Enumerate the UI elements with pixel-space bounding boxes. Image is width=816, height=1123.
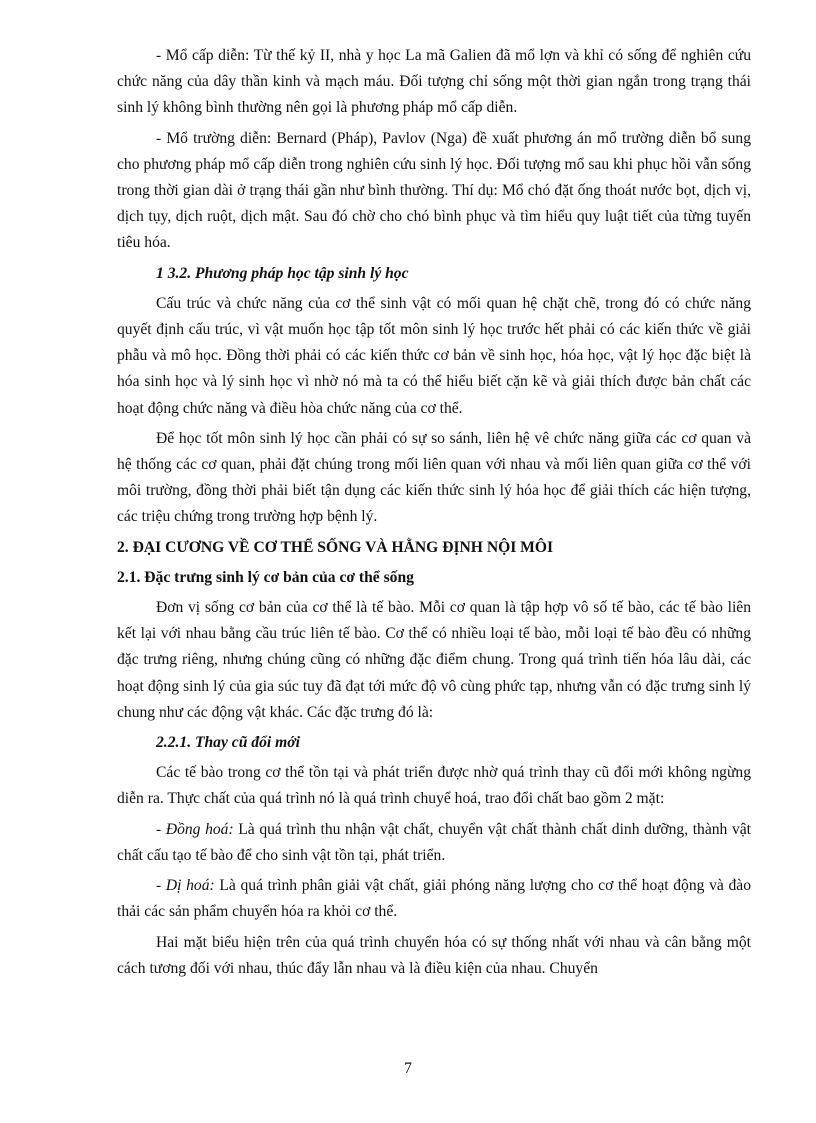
- paragraph-mo-truong-dien: - Mổ trường diễn: Bernard (Pháp), Pavlov (Nga) đề xuất phương án mổ trường diễn bổ sung cho phương pháp mổ cấp diễn trong nghiên cứu sinh lý học. Đối tượng mổ sau khi phục hồi vẫn sống trong thời gian dài ở trạng thái gần như bình thường. Thí dụ: Mổ chó đặt ống thoát nước bọt, dịch vị, dịch tụy, dịch ruột, dịch mật. Sau đó chờ cho chó bình phục và tìm hiểu quy luật tiết của từng tuyến tiêu hóa.: [117, 129, 751, 252]
- dash: -: [156, 877, 166, 895]
- paragraph-hai-mat: Hai mặt biểu hiện trên của quá trình chuyển hóa có sự thống nhất với nhau và cân bằng một cách tương đối với nhau, thúc đẩy lẫn nhau và là điều kiện của nhau. Chuyển: [117, 933, 751, 977]
- paragraph-don-vi-song: Đơn vị sống cơ bản của cơ thể là tế bào. Mỗi cơ quan là tập hợp vô số tế bào, các tế bào liên kết lại với nhau bằng cầu trúc liên tế bào. Cơ thể có nhiều loại tế bào, mỗi loại tế bào đều có những đặc trưng riêng, nhưng chúng cũng có những đặc điểm chung. Trong quá trình tiến hóa lâu dài, các hoạt động sinh lý của gia súc tuy đã đạt tới mức độ vô cùng phức tạp, nhưng vẫn có đặc trưng sinh lý chung như các động vật khác. Các đặc trưng đó là:: [117, 599, 751, 721]
- term-dong-hoa: Đồng hoá:: [165, 820, 234, 838]
- page-content: [117, 43, 751, 982]
- heading-section-2: 2. ĐẠI CƯƠNG VỀ CƠ THỂ SỐNG VÀ HẰNG ĐỊNH NỘI MÔI: [117, 538, 554, 556]
- paragraph-de-hoc-tot: Để học tốt môn sinh lý học cần phải có sự so sánh, liên hệ vê chức năng giữa các cơ quan và hệ thống các cơ quan, phải đặt chúng trong mối liên quan với nhau và mối liên quan giữa cơ thể với môi trường, đồng thời phải biết tận dụng các kiến thức sinh lý hóa học để giải thích các hiện tượng, các triệu chứng trong trường hợp bệnh lý.: [117, 429, 751, 526]
- paragraph-dong-hoa: [117, 817, 751, 869]
- text-dong-hoa: Là quá trình thu nhận vật chất, chuyển vật chất thành chất dinh dưỡng, thành vật chất cấu tạo tế bào để cho sinh vật tồn tại, phát triển.: [117, 820, 751, 864]
- paragraph-mo-cap-dien: - Mổ cấp diễn: Từ thế kỷ II, nhà y học La mã Galien đã mổ lợn và khỉ có sống để nghiên cứu chức năng của dây thần kinh và mạch máu. Đối tượng chỉ sống một thời gian ngắn trong trạng thái sinh lý không bình thường nên gọi là phương pháp mổ cấp diễn.: [117, 47, 751, 117]
- heading-2-1: 2.1. Đặc trưng sinh lý cơ bản của cơ thể sống: [117, 568, 414, 586]
- paragraph-cac-te-bao: Các tế bào trong cơ thể tồn tại và phát triển được nhờ quá trình thay cũ đổi mới không ngừng diễn ra. Thực chất của quá trình nó là quá trình chuyể hoá, trao đổi chất bao gồm 2 mặt:: [117, 764, 751, 808]
- paragraph-cau-truc: Cấu trúc và chức năng của cơ thể sinh vật có mối quan hệ chặt chẽ, trong đó có chức năng quyết định cấu trúc, vì vật muốn học tập tốt môn sinh lý học trước hết phải có các kiến thức về giải phẫu và mô học. Đồng thời phải có các kiến thức cơ bản về sinh học, hóa học, vật lý học đặc biệt là hóa sinh học và lý sinh học vì nhờ nó mà ta có thể hiểu biết cặn kẽ và giải thích được bản chất các hoạt động chức năng và điều hòa chức năng của cơ thể.: [117, 294, 751, 417]
- page-number: 7: [404, 1060, 412, 1077]
- dash: -: [156, 820, 166, 838]
- heading-2-2-1: 2.2.1. Thay cũ đổi mới: [156, 734, 300, 752]
- heading-1-3-2: 1 3.2. Phương pháp học tập sinh lý học: [156, 264, 409, 282]
- paragraph-di-hoa: [117, 873, 751, 925]
- term-di-hoa: Dị hoá:: [165, 877, 215, 895]
- text-di-hoa: Là quá trình phân giải vật chất, giải phóng năng lượng cho cơ thể hoạt động và đào thải các sản phẩm chuyển hóa ra khỏi cơ thể.: [117, 877, 751, 921]
